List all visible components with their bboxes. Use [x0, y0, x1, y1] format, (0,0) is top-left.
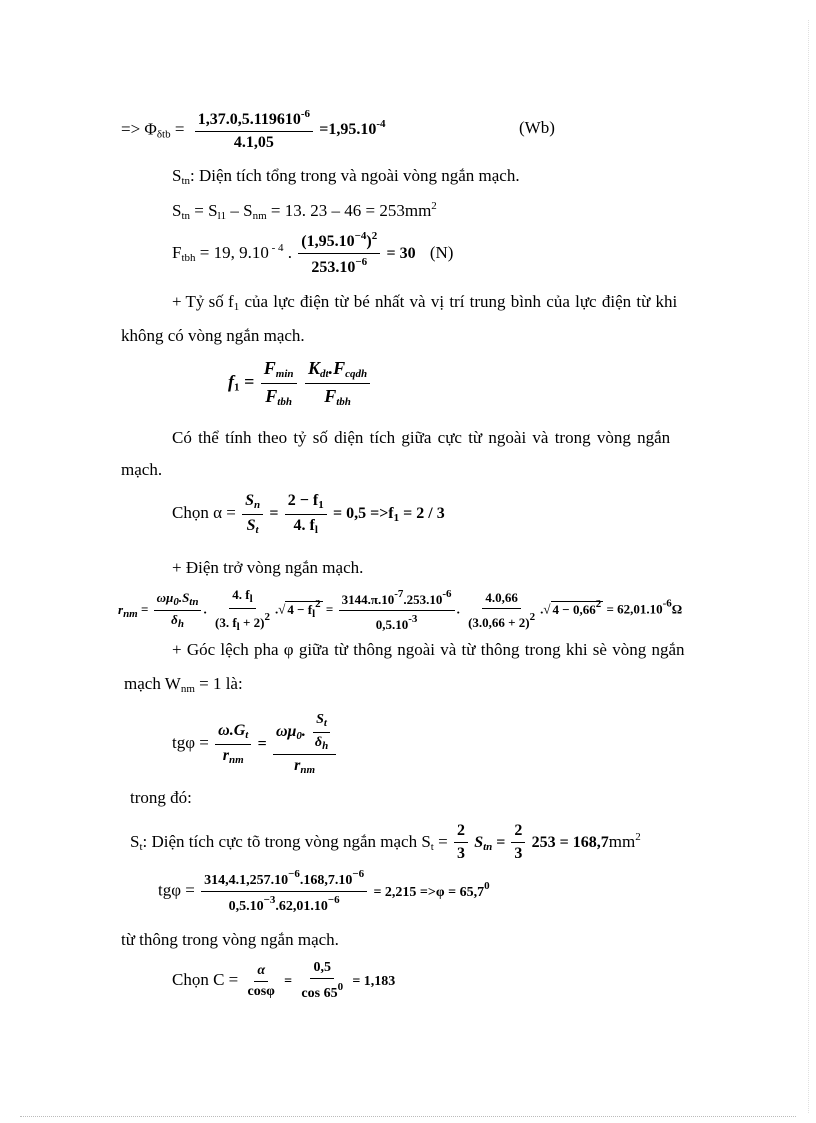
flux-unit: (Wb): [519, 118, 555, 137]
ftbh-result: = 30: [386, 244, 416, 262]
paragraph-area-ratio-cont: mạch.: [121, 460, 163, 479]
rnm-fraction-1: $\frac{\omega\mu_0.S_{tn}}{\delta_h}$: [154, 591, 202, 631]
flux-result: $=1,95.10^{-4}$: [319, 118, 386, 139]
alpha-selection: Chọn α = $\frac{S_n}{S_t}$ = $\frac{2 - f_1}{4. f_l}$ = $0,5 =>f_1 = 2 / 3$: [172, 492, 445, 536]
st-fraction-2: $\frac{2}{3}$: [511, 822, 525, 864]
paragraph-area-ratio: Có thể tính theo tỷ số diện tích giữa cực từ ngoài và trong vòng ngắn: [172, 428, 671, 447]
f1-equation: $f_1$ = $\frac{F_{min}}{F_{tbh}}$ $\frac{K_{dt}.F_{cqdh}}{F_{tbh}}$: [228, 358, 372, 408]
flux-fraction: $\frac{1,37.0,5.119610^{-6}}{4.1,05}$: [195, 108, 313, 153]
resistance-heading: + Điện trở vòng ngắn mạch.: [172, 558, 364, 577]
st-fraction-1: $\frac{2}{3}$: [454, 822, 468, 864]
flux-equation: => $\Phi_{\delta tb}$ = $\frac{1,37.0,5.119610^{-6}}{4.1,05}$ $=1,95.10^{-4}$ (Wb): [121, 108, 555, 152]
tgphi-calc-fraction: $\frac{314,4.1,257.10^{-6}.168,7.10^{-6}}{0,5.10^{-3}.62,01.10^{-6}}$: [201, 868, 367, 915]
paragraph-ratio-f1-cont: không có vòng ngắn mạch.: [121, 326, 305, 345]
rnm-fraction-2: $\frac{4. f_l}{(3. f_l + 2)^2}$: [214, 587, 270, 633]
c-fraction-1: $\frac{\alpha}{\cos\varphi}$: [247, 962, 275, 999]
rnm-fraction-3: $\frac{3144.\pi.10^{-7}.253.10^{-6}}{0,5.10^{-3}}$: [339, 588, 455, 633]
ftbh-unit: (N): [429, 242, 454, 262]
alpha-fraction-s: $\frac{S_n}{S_t}$: [242, 492, 263, 536]
ftbh-equation: $F_{tbh} = 19$, 9.10 $^{- 4}$ . $\frac{(1,95.10^{-4})^2}{253.10^{-6}}$ = 30 (N): [172, 230, 454, 277]
tgphi-fraction-2: $\omega\mu_0$. $\frac{S_t}{\delta_h}$ $r_{nm}$: [273, 712, 336, 777]
f1-fraction-min: $\frac{F_{min}}{F_{tbh}}$: [261, 358, 297, 408]
stn-definition: $S_{tn}$: Diện tích tổng trong và ngoài vòng ngắn mạch.: [172, 166, 520, 187]
tu-thong-label: từ thông trong vòng ngắn mạch.: [121, 930, 339, 949]
rnm-equation: $r_{nm}$ = $\frac{\omega\mu_0.S_{tn}}{\delta_h}$ . $\frac{4. f_l}{(3. f_l + 2)^2}$ .√ $4 - f_l^2$ = $\frac{3144.\pi.10^{-7}.253.10^{-6}}{0,5.10^{-3}}$ . $\frac{4.0,66}{(3.0,66 + 2)^2}$ .√ $4 - 0,66^2 = 62,01.10^{-6}\Omega$: [118, 587, 683, 633]
page-right-border: [808, 20, 809, 1113]
paragraph-phase-angle-cont: mạch $W_{nm} = 1$ là:: [124, 674, 243, 695]
alpha-fraction-f: $\frac{2 - f_1}{4. f_l}$: [285, 492, 327, 536]
tgphi-fraction-1: $\frac{\omega.G_t}{r_{nm}}$: [215, 722, 251, 766]
trong-do-label: trong đó:: [130, 788, 192, 807]
st-definition: $S_t$: Diện tích cực tõ trong vòng ngắn mạch $S_t$ = $\frac{2}{3}$ $S_{tn}$ = $\frac{2}{3}$ $253 = 168,7mm^2$: [130, 822, 641, 863]
ftbh-fraction: $\frac{(1,95.10^{-4})^2}{253.10^{-6}}$: [298, 230, 380, 278]
tgphi-calculation: tgφ = $\frac{314,4.1,257.10^{-6}.168,7.10^{-6}}{0,5.10^{-3}.62,01.10^{-6}}$ = $2,215 =>\varphi = 65,7^0$: [158, 868, 490, 915]
tgphi-formula: tgφ = $\frac{\omega.G_t}{r_{nm}}$ = $\omega\mu_0$. $\frac{S_t}{\delta_h}$ $r_{nm}$: [172, 712, 338, 777]
page-bottom-border: [20, 1116, 796, 1117]
paragraph-phase-angle: + Góc lệch pha φ giữa từ thông ngoài và từ thông trong khi sè vòng ngắn: [172, 640, 685, 659]
paragraph-ratio-f1: + Tỷ số $f_1$ của lực điện từ bé nhất và vị trí trung bình của lực điện từ khi: [172, 292, 678, 313]
f1-fraction-kdt: $\frac{K_{dt}.F_{cqdh}}{F_{tbh}}$: [305, 358, 370, 408]
c-fraction-2: $\frac{0,5}{\cos 65^0}$: [301, 960, 344, 1002]
rnm-fraction-4: $\frac{4.0,66}{(3.0,66 + 2)^2}$: [468, 589, 536, 630]
c-selection: Chọn C = $\frac{\alpha}{\cos\varphi}$ = $\frac{0,5}{\cos 65^0}$ = 1,183: [172, 960, 396, 1002]
stn-calculation: $S_{tn} = S_{l1} - S_{nm} = 13$. $23 - 46 = 253mm^2$: [172, 200, 437, 222]
